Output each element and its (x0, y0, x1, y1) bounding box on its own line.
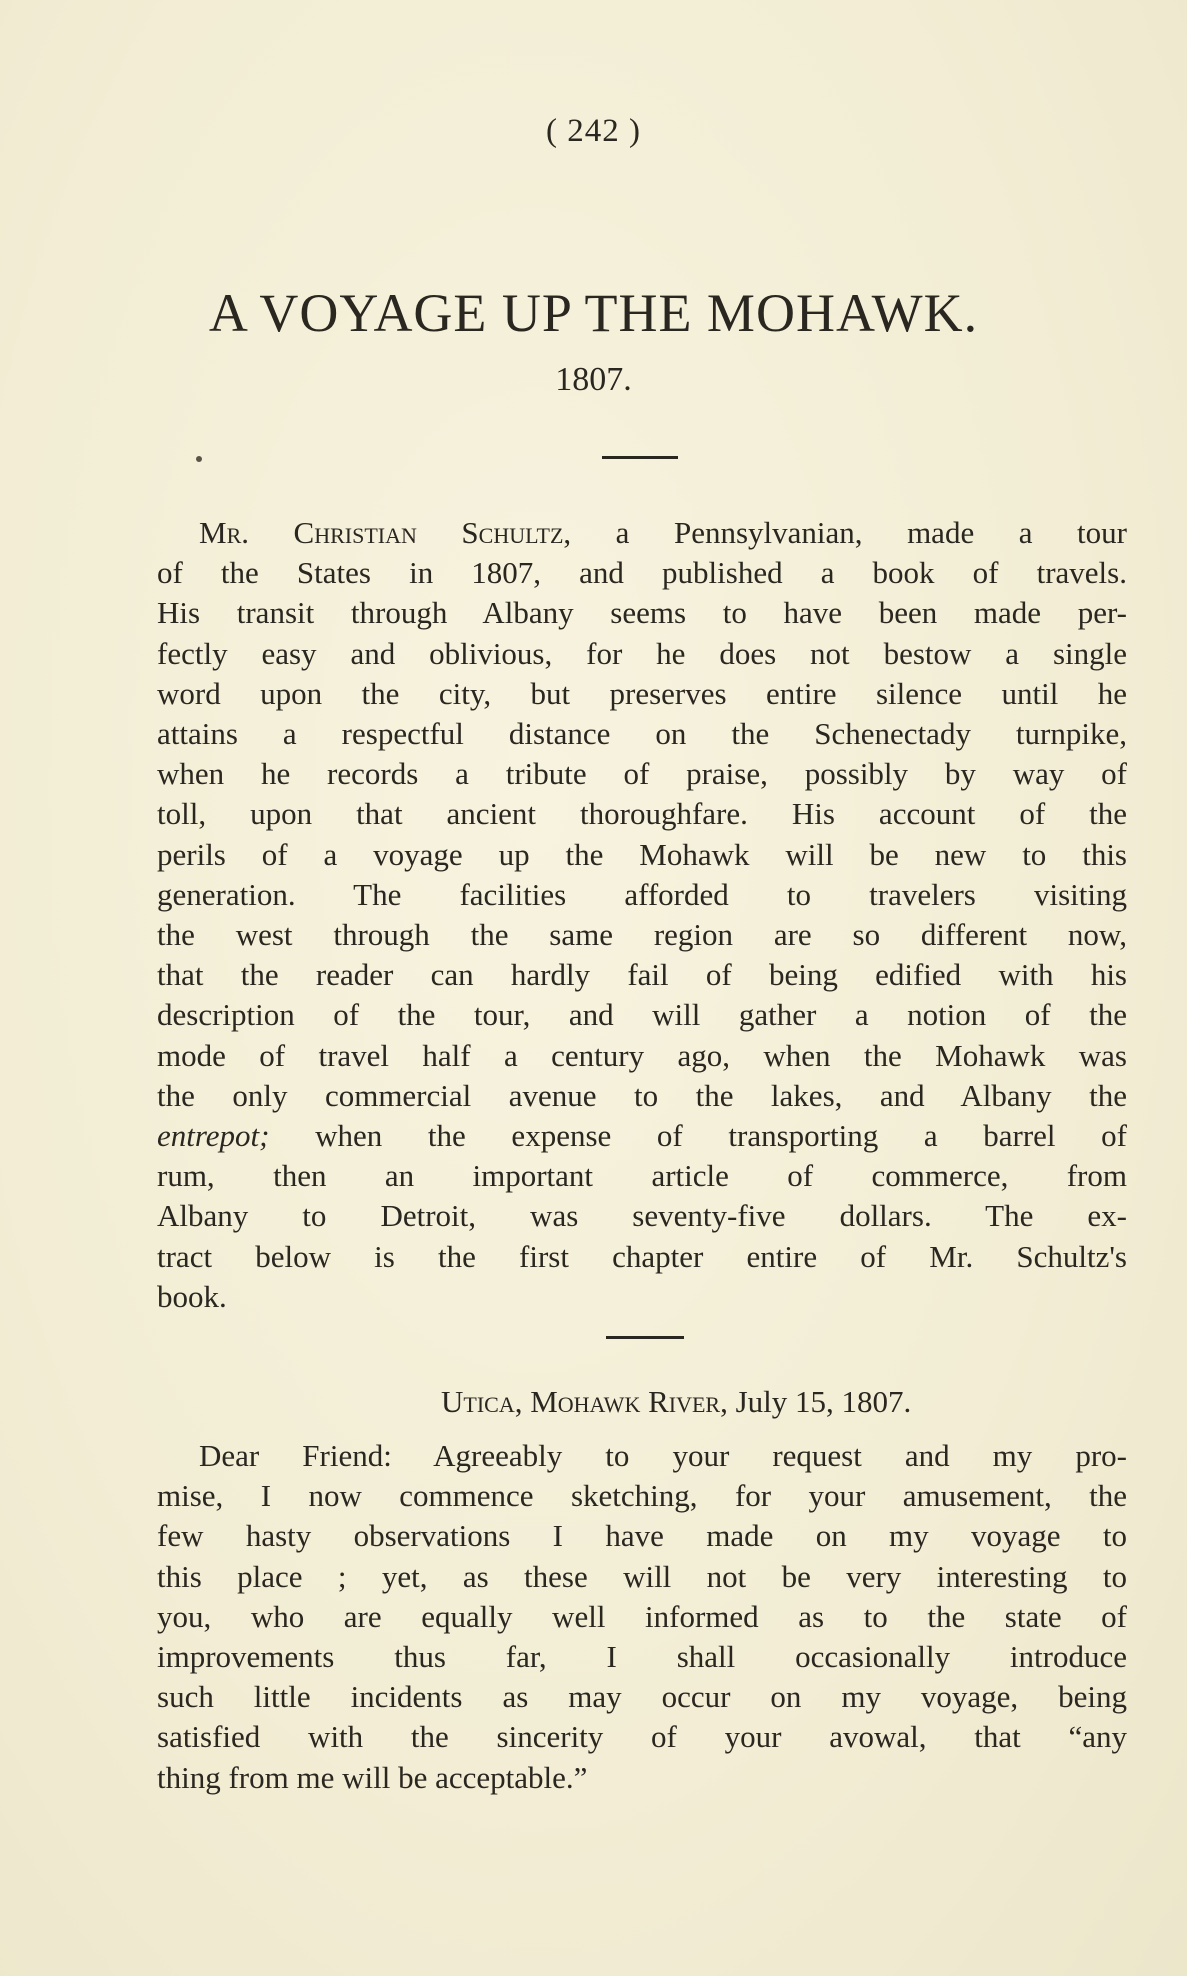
intro-line: toll, upon that ancient thoroughfare. His account of the (157, 796, 1127, 832)
letter-dateline (441, 1384, 911, 1420)
intro-line: perils of a voyage up the Mohawk will be new to this (157, 836, 1127, 872)
intro-line: Albany to Detroit, was seventy-five dollars. The ex- (157, 1198, 1127, 1234)
intro-line: tract below is the first chapter entire of Mr. Schultz's (157, 1238, 1127, 1274)
letter-line: thing from me will be acceptable.” (157, 1759, 588, 1795)
letter-line: improvements thus far, I shall occasionally introduce (157, 1639, 1127, 1675)
intro-line: word upon the city, but preserves entire silence until he (157, 675, 1127, 711)
letter-paragraph (157, 1436, 1127, 1798)
intro-line: generation. The facilities afforded to travelers visiting (157, 876, 1127, 912)
letter-line: mise, I now commence sketching, for your amusement, the (157, 1478, 1127, 1514)
letter-line: Dear Friend: Agreeably to your request and my pro- (199, 1438, 1127, 1473)
title-divider-rule (602, 456, 678, 459)
intro-paragraph (157, 513, 1127, 1317)
intro-line: of the States in 1807, and published a book of travels. (157, 555, 1127, 591)
stray-mark (196, 456, 202, 462)
entrepot-word: entrepot; (157, 1118, 270, 1154)
page-number: ( 242 ) (546, 113, 641, 149)
intro-line: when he records a tribute of praise, possibly by way of (157, 756, 1127, 792)
letter-line: few hasty observations I have made on my voyage to (157, 1518, 1127, 1554)
letter-line: satisfied with the sincerity of your avowal, that “any (157, 1719, 1127, 1755)
intro-line: attains a respectful distance on the Schenectady turnpike, (157, 716, 1127, 752)
dateline-place: Utica, Mohawk River, (441, 1384, 728, 1419)
intro-line: that the reader can hardly fail of being edified with his (157, 957, 1127, 993)
intro-line: His transit through Albany seems to have been made per- (157, 595, 1127, 631)
intro-line: description of the tour, and will gather a notion of the (157, 997, 1127, 1033)
letter-line: such little incidents as may occur on my voyage, being (157, 1679, 1127, 1715)
intro-line: rum, then an important article of commerce, from (157, 1158, 1127, 1194)
intro-line: mode of travel half a century ago, when the Mohawk was (157, 1037, 1127, 1073)
letter-line: this place ; yet, as these will not be very interesting to (157, 1558, 1127, 1594)
chapter-year: 1807. (555, 361, 632, 398)
intro-line: book. (157, 1278, 227, 1314)
intro-line: entrepot; when the expense of transporting a barrel of (157, 1118, 1127, 1154)
chapter-title: A VOYAGE UP THE MOHAWK. (208, 283, 979, 343)
intro-line: Mr. Christian Schultz, a Pennsylvanian, made a tour (199, 515, 1127, 550)
intro-opening-name: Mr. Christian Schultz, (199, 515, 572, 550)
section-divider-rule (606, 1336, 684, 1339)
dateline-date: July 15, 1807. (727, 1384, 912, 1419)
intro-line: the west through the same region are so different now, (157, 917, 1127, 953)
letter-line: you, who are equally well informed as to the state of (157, 1598, 1127, 1634)
intro-line: the only commercial avenue to the lakes, and Albany the (157, 1077, 1127, 1113)
intro-line: fectly easy and oblivious, for he does not bestow a single (157, 635, 1127, 671)
